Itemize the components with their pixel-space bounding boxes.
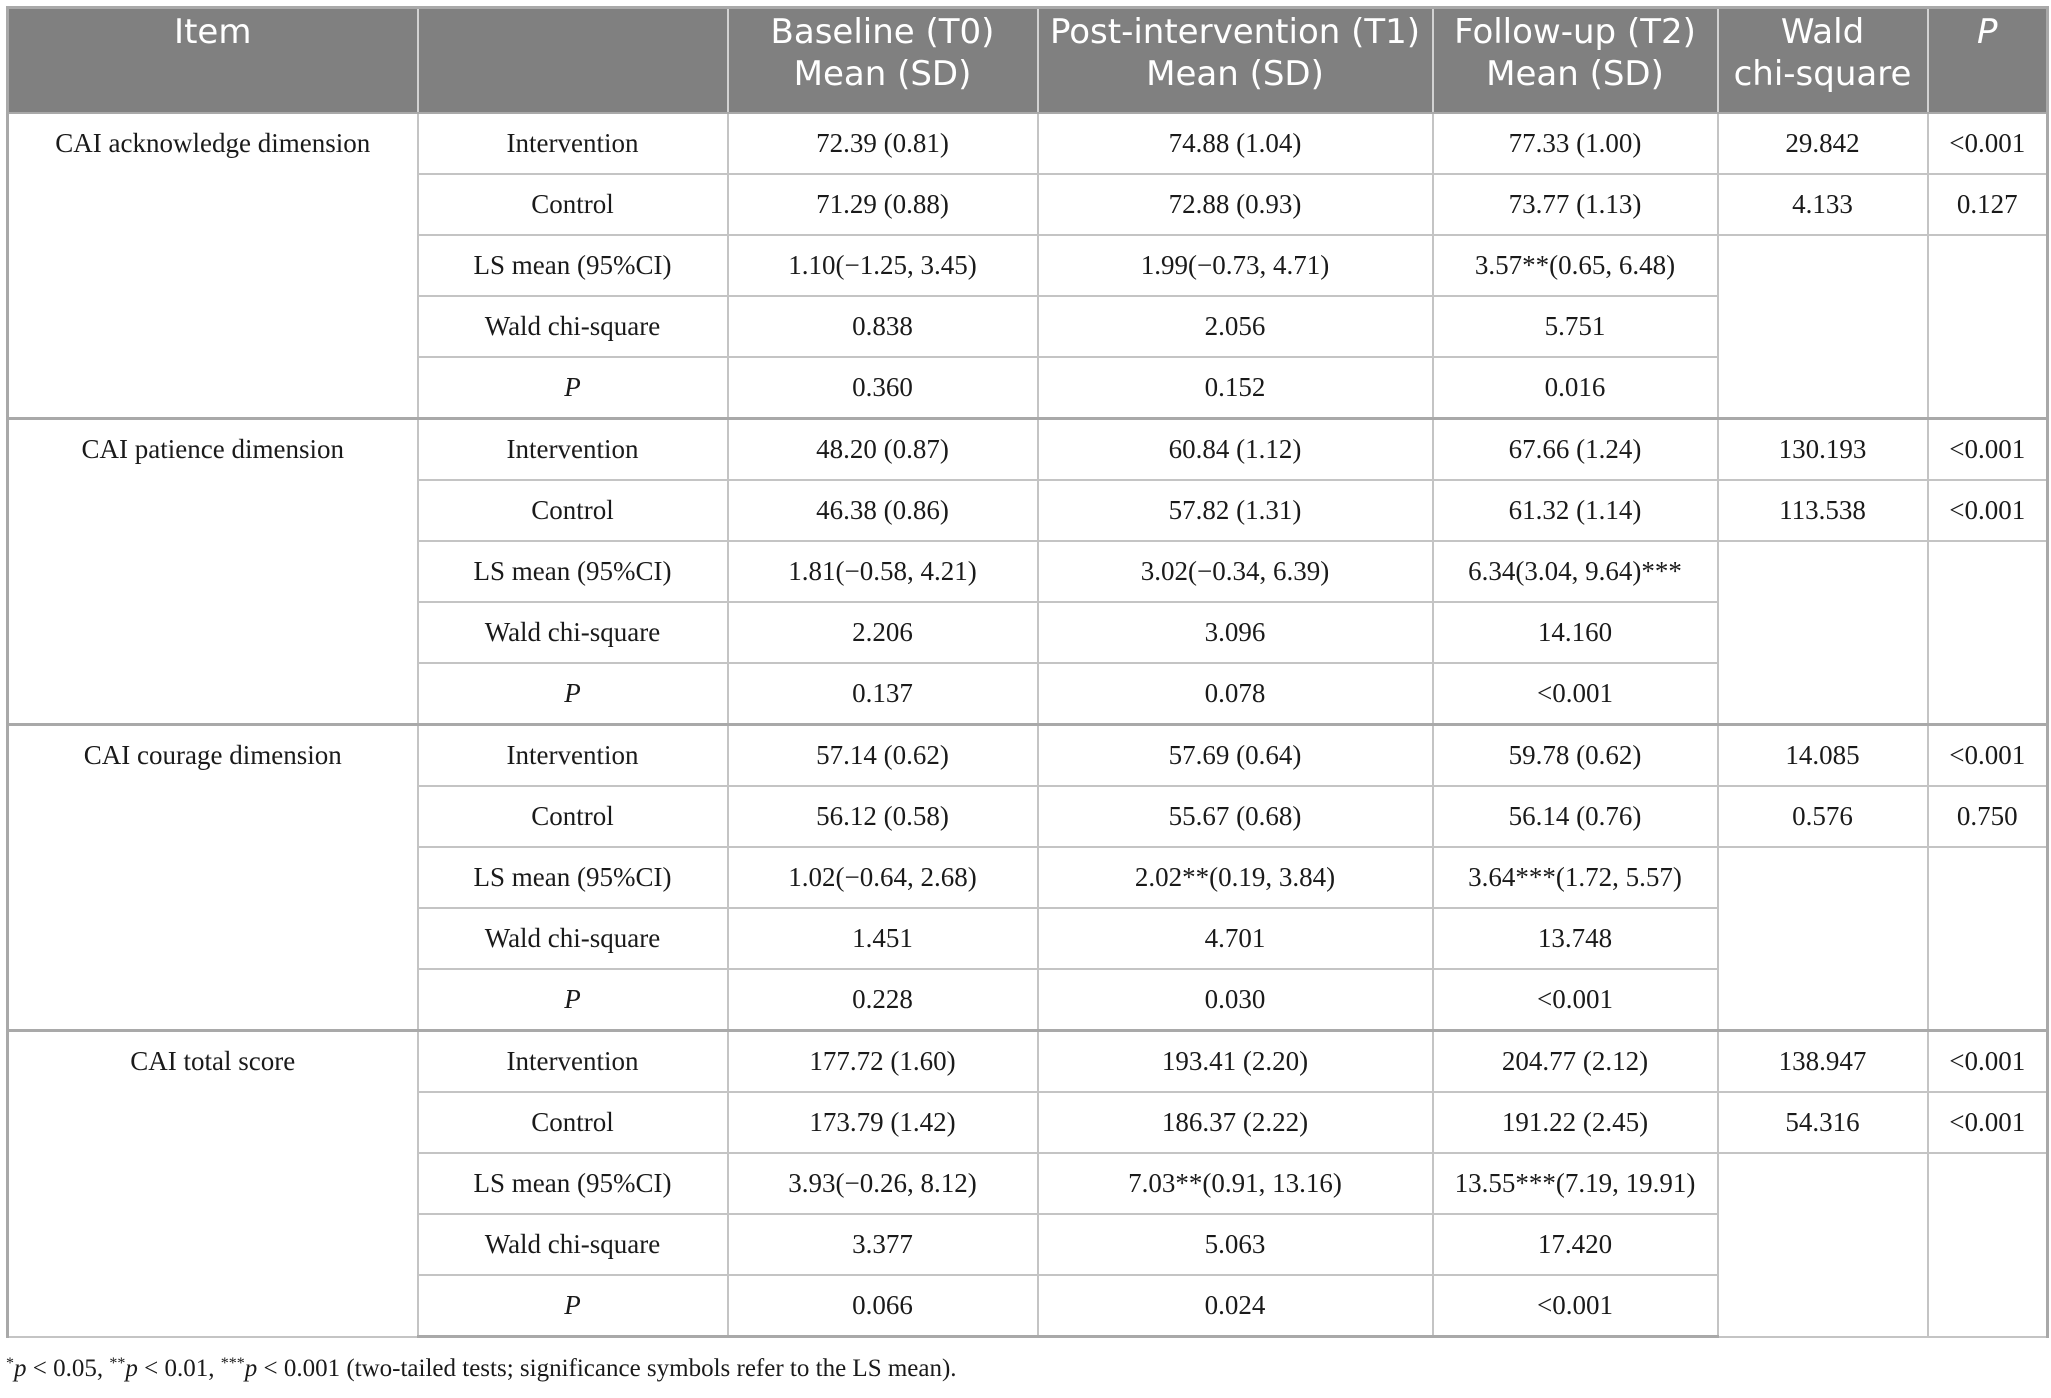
row-label: Control xyxy=(418,786,728,847)
p-value: <0.001 xyxy=(1928,1031,2048,1093)
row-label: Intervention xyxy=(418,1031,728,1093)
wald-value: 113.538 xyxy=(1718,480,1928,541)
wald-empty xyxy=(1718,847,1928,1031)
wald-value: 130.193 xyxy=(1718,419,1928,481)
footnote-p-3: p xyxy=(244,1355,258,1382)
item-name: CAI acknowledge dimension xyxy=(8,113,418,419)
wald-value: 29.842 xyxy=(1718,113,1928,174)
follow-up-value: 13.55***(7.19, 19.91) xyxy=(1433,1153,1718,1214)
follow-up-value: 3.64***(1.72, 5.57) xyxy=(1433,847,1718,908)
baseline-value: 1.81(−0.58, 4.21) xyxy=(728,541,1038,602)
baseline-value: 3.93(−0.26, 8.12) xyxy=(728,1153,1038,1214)
p-empty xyxy=(1928,1153,2048,1337)
baseline-value: 72.39 (0.81) xyxy=(728,113,1038,174)
header-follow-up-text: Follow-up (T2) Mean (SD) xyxy=(1454,12,1696,94)
header-post-intervention xyxy=(1038,8,1433,114)
post-intervention-value: 2.02**(0.19, 3.84) xyxy=(1038,847,1433,908)
follow-up-value: 77.33 (1.00) xyxy=(1433,113,1718,174)
post-intervention-value: 7.03**(0.91, 13.16) xyxy=(1038,1153,1433,1214)
row-label: Wald chi-square xyxy=(418,602,728,663)
footnote-p-1: p xyxy=(14,1355,27,1382)
follow-up-value: 191.22 (2.45) xyxy=(1433,1092,1718,1153)
wald-value: 54.316 xyxy=(1718,1092,1928,1153)
p-value: <0.001 xyxy=(1928,1092,2048,1153)
baseline-value: 2.206 xyxy=(728,602,1038,663)
header-baseline xyxy=(728,8,1038,114)
post-intervention-value: 74.88 (1.04) xyxy=(1038,113,1433,174)
header-follow-up xyxy=(1433,8,1718,114)
follow-up-value: 56.14 (0.76) xyxy=(1433,786,1718,847)
post-intervention-value: 57.82 (1.31) xyxy=(1038,480,1433,541)
baseline-value: 1.10(−1.25, 3.45) xyxy=(728,235,1038,296)
post-intervention-value: 0.024 xyxy=(1038,1275,1433,1337)
follow-up-value: 59.78 (0.62) xyxy=(1433,725,1718,787)
row-label: LS mean (95%CI) xyxy=(418,235,728,296)
baseline-value: 0.137 xyxy=(728,663,1038,725)
post-intervention-value: 3.096 xyxy=(1038,602,1433,663)
header-row-label xyxy=(418,8,728,114)
row-label: P xyxy=(418,357,728,419)
follow-up-value: 13.748 xyxy=(1433,908,1718,969)
row-label: Wald chi-square xyxy=(418,296,728,357)
results-table-container xyxy=(6,6,2046,1338)
post-intervention-value: 0.030 xyxy=(1038,969,1433,1031)
table-row xyxy=(8,1031,2048,1093)
footnote-symbol-3: *** xyxy=(220,1355,245,1372)
footnote-symbol-2: ** xyxy=(109,1355,126,1372)
follow-up-value: 14.160 xyxy=(1433,602,1718,663)
row-label: LS mean (95%CI) xyxy=(418,541,728,602)
row-label: P xyxy=(418,1275,728,1337)
baseline-value: 1.451 xyxy=(728,908,1038,969)
baseline-value: 3.377 xyxy=(728,1214,1038,1275)
follow-up-value: 3.57**(0.65, 6.48) xyxy=(1433,235,1718,296)
row-label: Wald chi-square xyxy=(418,1214,728,1275)
follow-up-value: 5.751 xyxy=(1433,296,1718,357)
header-wald xyxy=(1718,8,1928,114)
baseline-value: 48.20 (0.87) xyxy=(728,419,1038,481)
baseline-value: 1.02(−0.64, 2.68) xyxy=(728,847,1038,908)
follow-up-value: 17.420 xyxy=(1433,1214,1718,1275)
post-intervention-value: 186.37 (2.22) xyxy=(1038,1092,1433,1153)
baseline-value: 71.29 (0.88) xyxy=(728,174,1038,235)
header-wald-text: Wald chi-square xyxy=(1733,12,1912,94)
post-intervention-value: 5.063 xyxy=(1038,1214,1433,1275)
row-label: LS mean (95%CI) xyxy=(418,847,728,908)
row-label: P xyxy=(418,969,728,1031)
baseline-value: 46.38 (0.86) xyxy=(728,480,1038,541)
follow-up-value: 67.66 (1.24) xyxy=(1433,419,1718,481)
baseline-value: 0.066 xyxy=(728,1275,1038,1337)
wald-value: 4.133 xyxy=(1718,174,1928,235)
follow-up-value: <0.001 xyxy=(1433,969,1718,1031)
baseline-value: 0.838 xyxy=(728,296,1038,357)
baseline-value: 57.14 (0.62) xyxy=(728,725,1038,787)
wald-value: 0.576 xyxy=(1718,786,1928,847)
row-label: Control xyxy=(418,174,728,235)
table-row xyxy=(8,725,2048,787)
follow-up-value: 0.016 xyxy=(1433,357,1718,419)
p-empty xyxy=(1928,847,2048,1031)
item-name: CAI total score xyxy=(8,1031,418,1337)
wald-empty xyxy=(1718,235,1928,419)
wald-empty xyxy=(1718,1153,1928,1337)
post-intervention-value: 0.078 xyxy=(1038,663,1433,725)
row-label: LS mean (95%CI) xyxy=(418,1153,728,1214)
wald-empty xyxy=(1718,541,1928,725)
post-intervention-value: 72.88 (0.93) xyxy=(1038,174,1433,235)
p-value: <0.001 xyxy=(1928,113,2048,174)
post-intervention-value: 0.152 xyxy=(1038,357,1433,419)
post-intervention-value: 193.41 (2.20) xyxy=(1038,1031,1433,1093)
footnote-text-3: < 0.001 (two-tailed tests; significance symbols refer to the LS mean). xyxy=(257,1355,957,1382)
baseline-value: 0.360 xyxy=(728,357,1038,419)
row-label: Control xyxy=(418,1092,728,1153)
footnote-p-2: p xyxy=(125,1355,138,1382)
footnote-text-1: < 0.05, xyxy=(26,1355,110,1382)
wald-value: 138.947 xyxy=(1718,1031,1928,1093)
p-empty xyxy=(1928,235,2048,419)
follow-up-value: 61.32 (1.14) xyxy=(1433,480,1718,541)
follow-up-value: <0.001 xyxy=(1433,663,1718,725)
header-p-text: P xyxy=(1976,12,1998,52)
header-post-intervention-text: Post-intervention (T1) Mean (SD) xyxy=(1049,12,1421,94)
item-name: CAI patience dimension xyxy=(8,419,418,725)
row-label: Intervention xyxy=(418,725,728,787)
follow-up-value: 6.34(3.04, 9.64)*** xyxy=(1433,541,1718,602)
row-label: Intervention xyxy=(418,113,728,174)
post-intervention-value: 4.701 xyxy=(1038,908,1433,969)
post-intervention-value: 57.69 (0.64) xyxy=(1038,725,1433,787)
post-intervention-value: 2.056 xyxy=(1038,296,1433,357)
p-value: 0.127 xyxy=(1928,174,2048,235)
p-value: <0.001 xyxy=(1928,480,2048,541)
baseline-value: 173.79 (1.42) xyxy=(728,1092,1038,1153)
header-item xyxy=(8,8,418,114)
follow-up-value: <0.001 xyxy=(1433,1275,1718,1337)
results-table xyxy=(6,6,2049,1338)
table-body xyxy=(8,113,2048,1337)
row-label: Intervention xyxy=(418,419,728,481)
table-row xyxy=(8,113,2048,174)
follow-up-value: 204.77 (2.12) xyxy=(1433,1031,1718,1093)
p-empty xyxy=(1928,541,2048,725)
post-intervention-value: 55.67 (0.68) xyxy=(1038,786,1433,847)
post-intervention-value: 60.84 (1.12) xyxy=(1038,419,1433,481)
table-row xyxy=(8,419,2048,481)
row-label: Wald chi-square xyxy=(418,908,728,969)
row-label: P xyxy=(418,663,728,725)
row-label: Control xyxy=(418,480,728,541)
wald-value: 14.085 xyxy=(1718,725,1928,787)
footnote-symbol-1: * xyxy=(6,1355,14,1372)
header-p xyxy=(1928,8,2048,114)
header-baseline-text: Baseline (T0) Mean (SD) xyxy=(770,12,995,94)
baseline-value: 0.228 xyxy=(728,969,1038,1031)
follow-up-value: 73.77 (1.13) xyxy=(1433,174,1718,235)
p-value: 0.750 xyxy=(1928,786,2048,847)
baseline-value: 56.12 (0.58) xyxy=(728,786,1038,847)
header-row xyxy=(8,8,2048,114)
table-footnote xyxy=(6,1355,957,1383)
p-value: <0.001 xyxy=(1928,419,2048,481)
post-intervention-value: 3.02(−0.34, 6.39) xyxy=(1038,541,1433,602)
header-item-text: Item xyxy=(174,12,252,52)
baseline-value: 177.72 (1.60) xyxy=(728,1031,1038,1093)
item-name: CAI courage dimension xyxy=(8,725,418,1031)
footnote-text-2: < 0.01, xyxy=(137,1355,221,1382)
p-value: <0.001 xyxy=(1928,725,2048,787)
post-intervention-value: 1.99(−0.73, 4.71) xyxy=(1038,235,1433,296)
